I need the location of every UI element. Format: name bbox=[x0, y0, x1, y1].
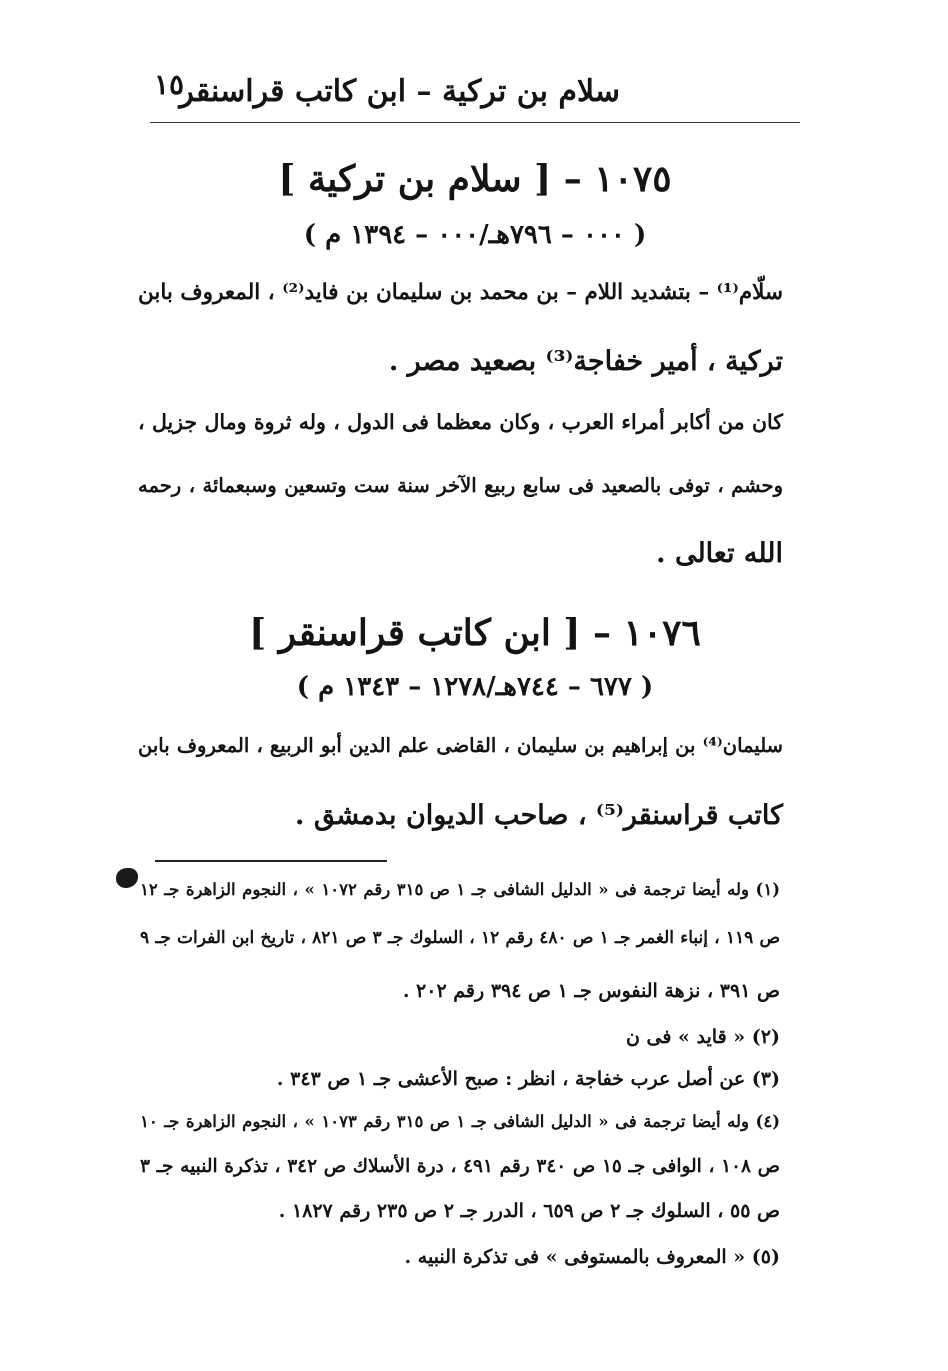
footnote-5: (٥) « المعروف بالمستوفى » فى تذكرة النبيه . bbox=[404, 1246, 780, 1268]
entry-1075-line-1: سلّام⁽¹⁾ – بتشديد اللام – بن محمد بن سليمان بن فايد⁽²⁾ ، المعروف بابن bbox=[138, 280, 784, 305]
entry-1076-line-1: سليمان⁽⁴⁾ بن إبراهيم بن سليمان ، القاضى علم الدين أبو الربيع ، المعروف بابن bbox=[138, 734, 783, 757]
entry-dates-1076: ( ٦٧٧ – ٧٤٤هـ/١٢٧٨ – ١٣٤٣ م ) bbox=[296, 672, 654, 702]
footnote-4-line-2: ص ١٠٨ ، الوافى جـ ١٥ ص ٣٤٠ رقم ٤٩١ ، درة الأسلاك ص ٣٤٢ ، تذكرة النبيه جـ ٣ bbox=[140, 1156, 781, 1177]
entry-heading-1075: ١٠٧٥ – [ سلام بن تركية ] bbox=[278, 158, 672, 200]
entry-1075-line-5: الله تعالى . bbox=[656, 538, 783, 569]
footnote-4-line-3: ص ٥٥ ، السلوك جـ ٢ ص ٦٥٩ ، الدرر جـ ٢ ص ٢٣٥ رقم ١٨٢٧ . bbox=[278, 1200, 780, 1222]
entry-1075-line-3: كان من أكابر أمراء العرب ، وكان معظما فى الدول ، وله ثروة ومال جزيل ، bbox=[138, 410, 783, 434]
footnote-1-line-2: ص ١١٩ ، إنباء الغمر جـ ١ ص ٤٨٠ رقم ١٢ ، السلوك جـ ٣ ص ٨٢١ ، تاريخ ابن الفرات جـ ٩ bbox=[140, 928, 781, 948]
footnote-4-line-1: (٤) وله أيضا ترجمة فى « الدليل الشافى جـ ١ ص ٣١٥ رقم ١٠٧٣ » ، النجوم الزاهرة جـ ١٠ bbox=[140, 1112, 780, 1131]
footnote-separator bbox=[155, 860, 387, 862]
footnote-1-line-1: (١) وله أيضا ترجمة فى « الدليل الشافى جـ ١ ص ٣١٥ رقم ١٠٧٢ » ، النجوم الزاهرة جـ ١٢ bbox=[140, 880, 780, 899]
footnote-1-line-3: ص ٣٩١ ، نزهة النفوس جـ ١ ص ٣٩٤ رقم ٢٠٢ . bbox=[402, 980, 780, 1002]
footnote-2: (٢) « قايد » فى ن bbox=[625, 1026, 780, 1048]
entry-1076-line-2: كاتب قراسنقر⁽⁵⁾ ، صاحب الديوان بدمشق . bbox=[295, 800, 783, 831]
entry-heading-1076: ١٠٧٦ – [ ابن كاتب قراسنقر ] bbox=[249, 612, 701, 654]
footnote-3: (٣) عن أصل عرب خفاجة ، انظر : صبح الأعشى جـ ١ ص ٣٤٣ . bbox=[276, 1068, 780, 1090]
running-title: سلام بن تركية – ابن كاتب قراسنقر bbox=[179, 74, 620, 109]
running-header bbox=[150, 62, 800, 123]
page-number: ١٥ bbox=[154, 68, 185, 101]
ink-blot bbox=[116, 868, 138, 888]
entry-dates-1075: ( ٠٠٠ – ٧٩٦هـ/٠٠٠ – ١٣٩٤ م ) bbox=[303, 220, 647, 250]
entry-1075-line-4: وحشم ، توفى بالصعيد فى سابع ربيع الآخر سنة ست وتسعين وسبعمائة ، رحمه bbox=[138, 474, 783, 497]
entry-1075-line-2: تركية ، أمير خفاجة⁽³⁾ بصعيد مصر . bbox=[388, 346, 783, 377]
